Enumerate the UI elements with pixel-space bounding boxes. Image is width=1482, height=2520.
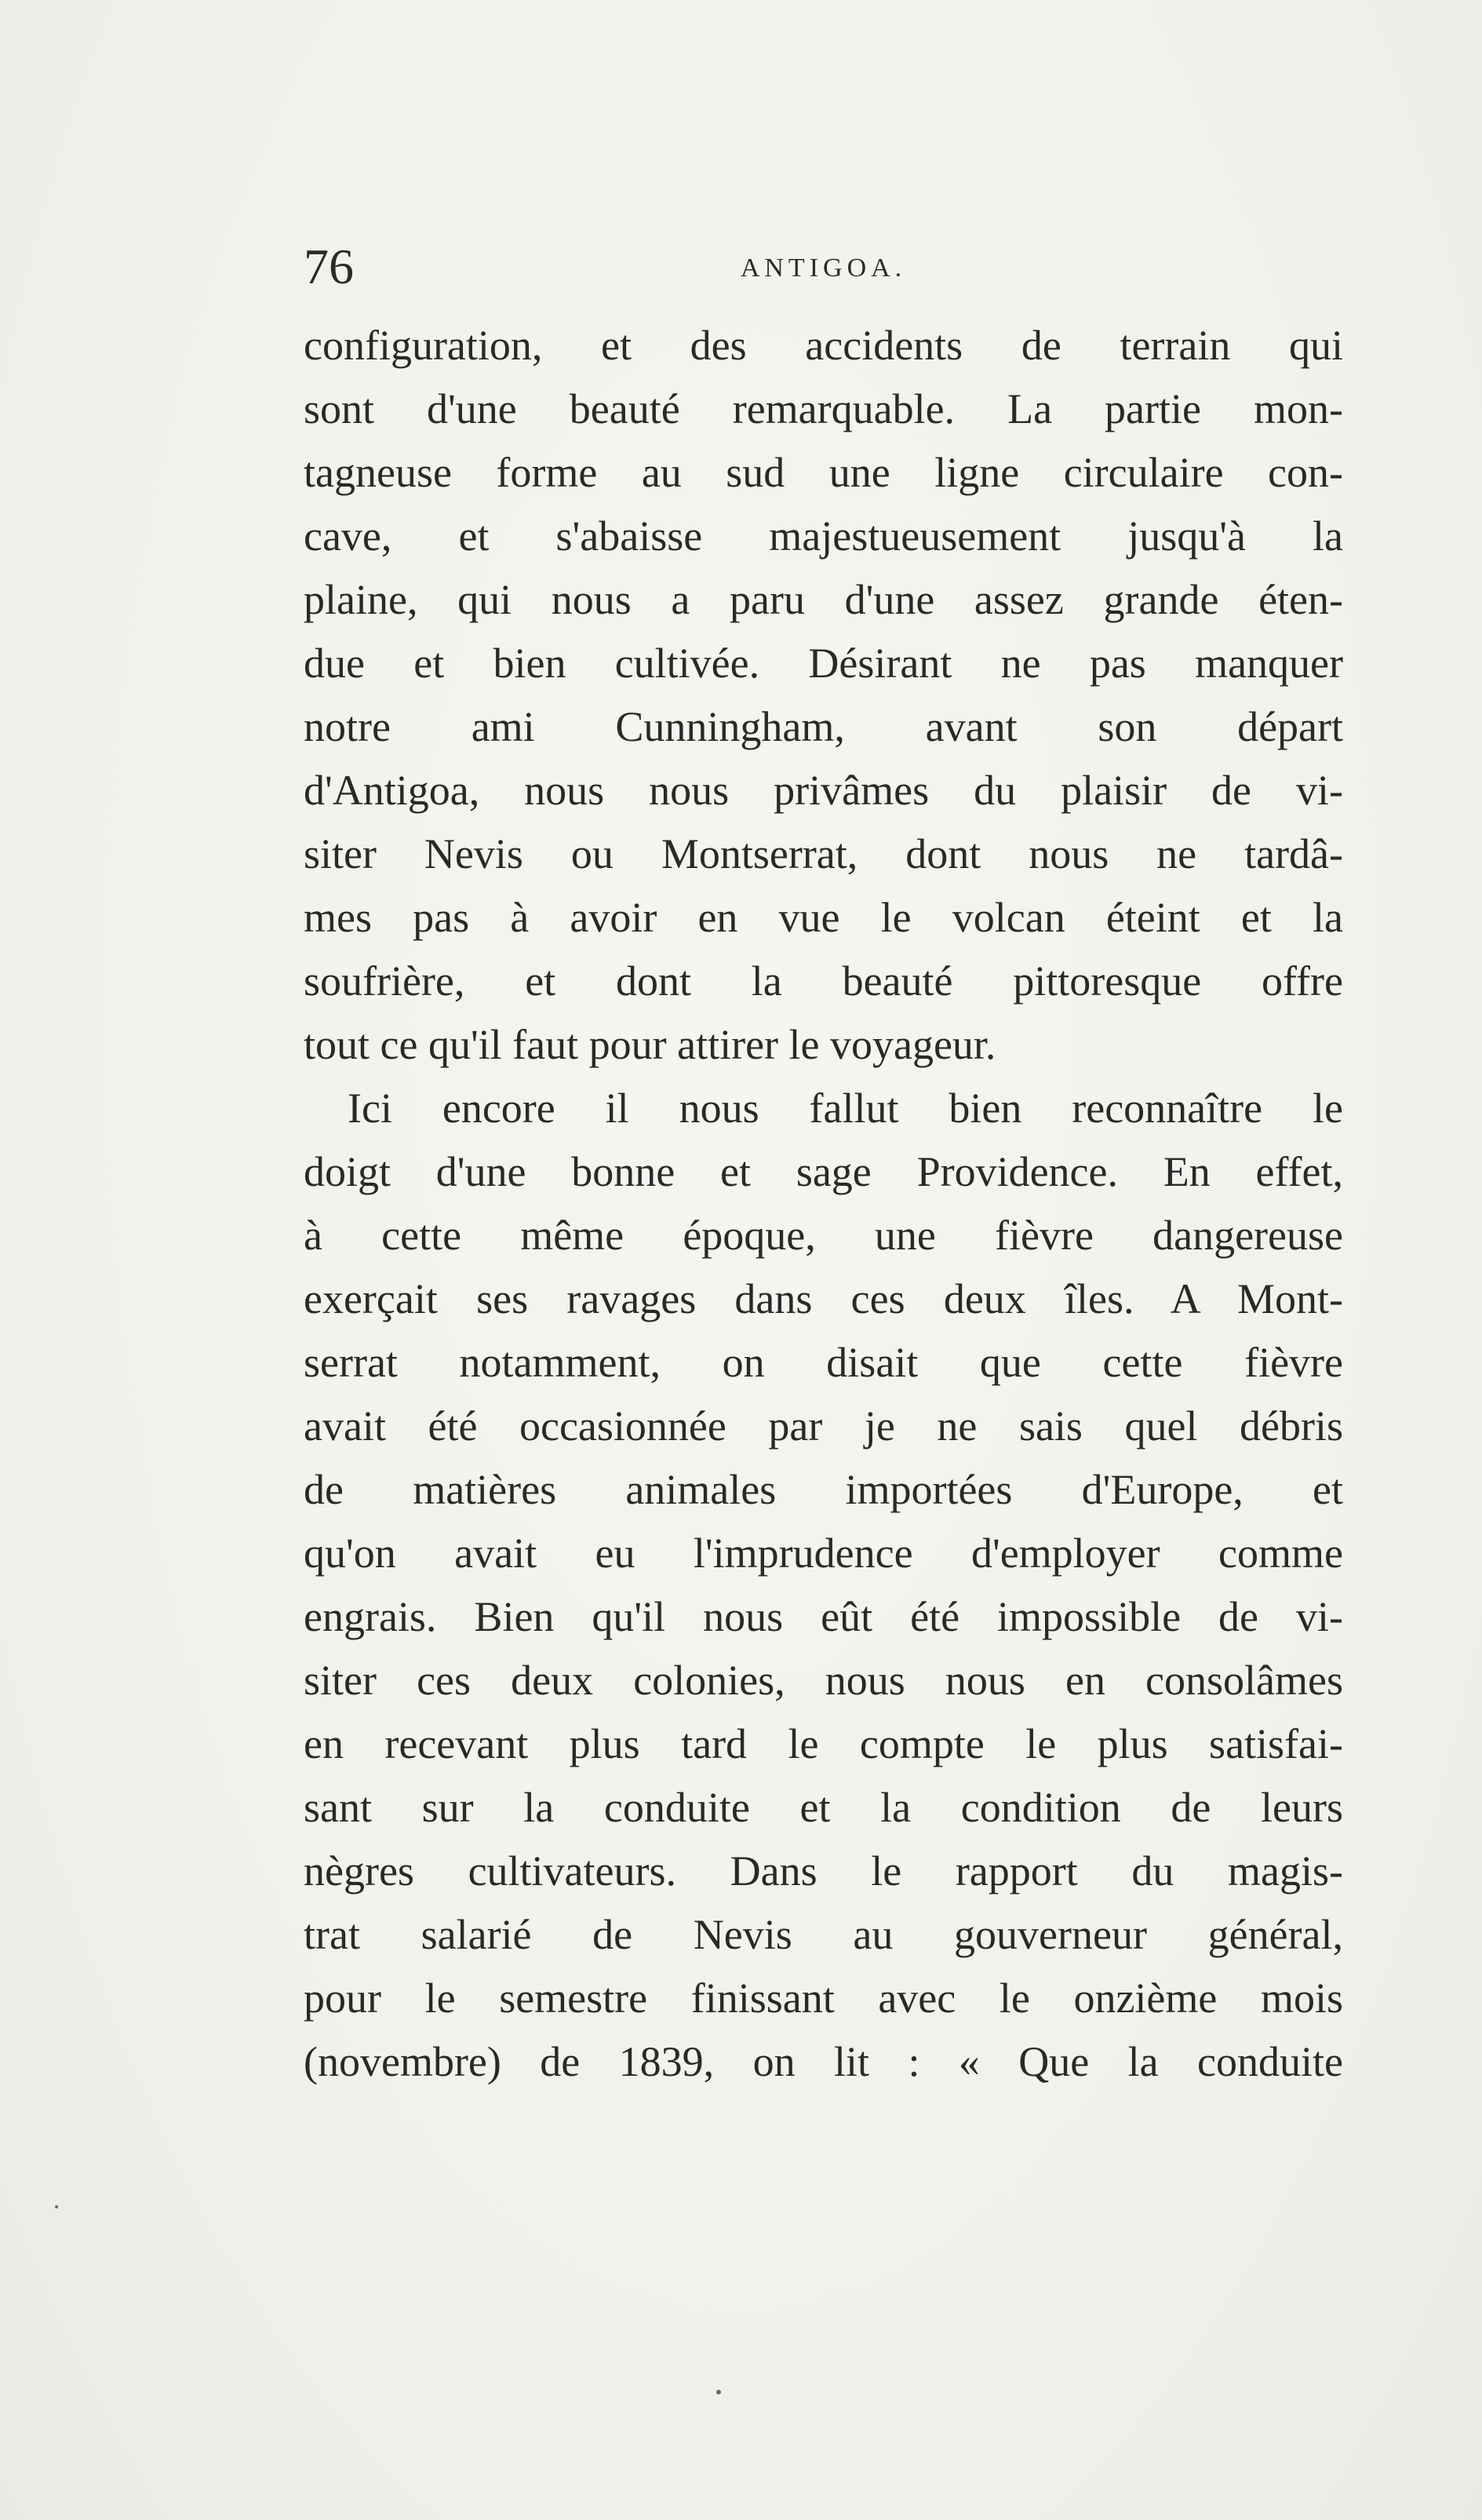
body-text xyxy=(304,314,1343,2094)
text-line: cave, et s'abaisse majestueusement jusqu'à la xyxy=(304,512,1343,560)
paper-speck xyxy=(716,2390,721,2394)
paper-speck xyxy=(55,2205,58,2208)
text-line: siter ces deux colonies, nous nous en consolâmes xyxy=(304,1657,1343,1704)
text-line: pour le semestre finissant avec le onzième mois xyxy=(304,1975,1343,2022)
text-line: d'Antigoa, nous nous privâmes du plaisir de vi- xyxy=(304,767,1343,814)
text-line: à cette même époque, une fièvre dangereuse xyxy=(304,1212,1343,1259)
text-line: (novembre) de 1839, on lit : « Que la conduite xyxy=(304,2038,1343,2085)
text-line: engrais. Bien qu'il nous eût été impossible de vi- xyxy=(304,1593,1343,1640)
text-line: notre ami Cunningham, avant son départ xyxy=(304,703,1343,750)
running-title: ANTIGOA. xyxy=(740,253,907,283)
text-line: sant sur la conduite et la condition de leurs xyxy=(304,1784,1343,1831)
text-line: tagneuse forme au sud une ligne circulaire con- xyxy=(304,449,1343,496)
text-line: nègres cultivateurs. Dans le rapport du magis- xyxy=(304,1847,1343,1895)
paragraph-end-line: tout ce qu'il faut pour attirer le voyageur. xyxy=(304,1021,996,1068)
text-line: trat salarié de Nevis au gouverneur général, xyxy=(304,1911,1343,1958)
page-header xyxy=(304,239,1343,294)
text-line: sont d'une beauté remarquable. La partie mon- xyxy=(304,385,1343,432)
text-line: qu'on avait eu l'imprudence d'employer comme xyxy=(304,1530,1343,1577)
text-line: serrat notamment, on disait que cette fièvre xyxy=(304,1339,1343,1386)
text-line: due et bien cultivée. Désirant ne pas manquer xyxy=(304,640,1343,687)
paragraph-start-line: Ici encore il nous fallut bien reconnaître le xyxy=(348,1085,1343,1132)
text-line: exerçait ses ravages dans ces deux îles. A Mont- xyxy=(304,1275,1343,1322)
page-number: 76 xyxy=(304,239,354,294)
text-line: soufrière, et dont la beauté pittoresque offre xyxy=(304,957,1343,1005)
text-line: plaine, qui nous a paru d'une assez grande éten- xyxy=(304,576,1343,623)
text-line: mes pas à avoir en vue le volcan éteint et la xyxy=(304,894,1343,941)
text-line: en recevant plus tard le compte le plus satisfai- xyxy=(304,1720,1343,1767)
text-line: configuration, et des accidents de terrain qui xyxy=(304,322,1343,369)
text-line: de matières animales importées d'Europe, et xyxy=(304,1466,1343,1513)
text-line: siter Nevis ou Montserrat, dont nous ne tardâ- xyxy=(304,830,1343,877)
text-line: avait été occasionnée par je ne sais quel débris xyxy=(304,1402,1343,1450)
text-line: doigt d'une bonne et sage Providence. En effet, xyxy=(304,1148,1343,1195)
